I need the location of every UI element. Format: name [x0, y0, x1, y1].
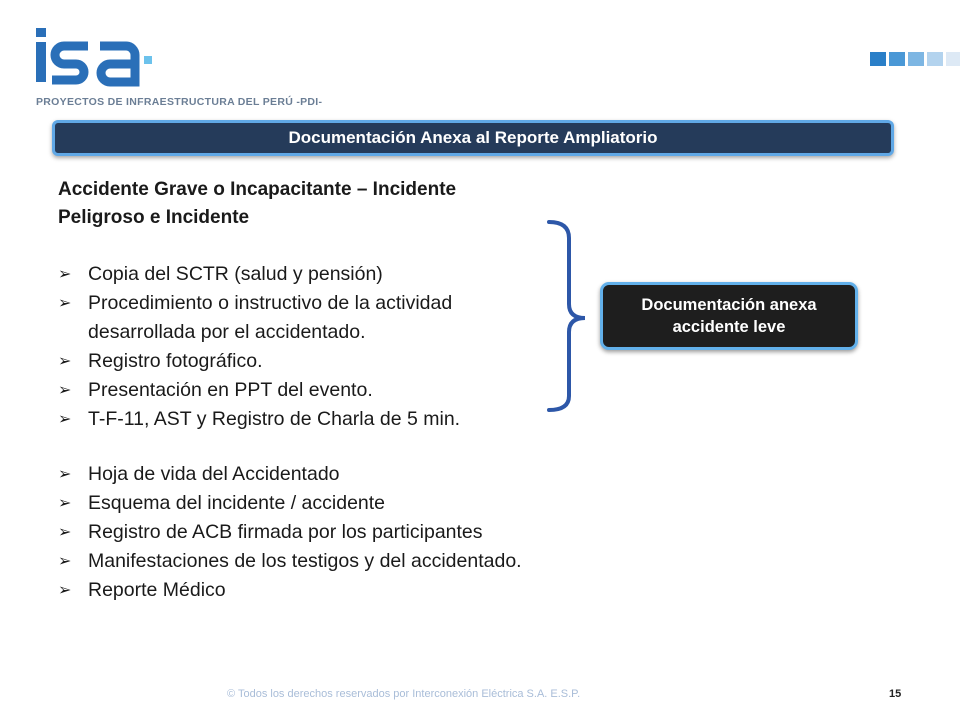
callout-line-1: Documentación anexa: [641, 296, 817, 314]
arrow-bullet-icon: ➢: [58, 582, 72, 599]
brand-subtitle: PROYECTOS DE INFRAESTRUCTURA DEL PERÚ -PDI-: [36, 96, 323, 108]
section-heading: [58, 176, 618, 232]
footer-copyright: © Todos los derechos reservados por Interconexión Eléctrica S.A. E.S.P.: [227, 688, 581, 700]
isa-logo: [34, 26, 164, 88]
list-item: ➢ Reporte Médico: [58, 576, 598, 605]
corner-squares-decoration: [870, 52, 960, 66]
arrow-bullet-icon: ➢: [58, 411, 72, 428]
arrow-bullet-icon: ➢: [58, 524, 72, 541]
callout-box: [600, 282, 858, 350]
list-item: ➢ Registro de ACB firmada por los participantes: [58, 518, 598, 547]
list-item: ➢ Registro fotográfico.: [58, 347, 558, 376]
list-item: ➢ Presentación en PPT del evento.: [58, 376, 558, 405]
corner-square: [908, 52, 924, 66]
list-item: ➢ Hoja de vida del Accidentado: [58, 460, 598, 489]
section-heading-line-2: Peligroso e Incidente: [58, 207, 250, 228]
list-item: ➢ T-F-11, AST y Registro de Charla de 5 min.: [58, 405, 558, 434]
corner-square: [927, 52, 943, 66]
list-item: ➢ Manifestaciones de los testigos y del accidentado.: [58, 547, 598, 576]
arrow-bullet-icon: ➢: [58, 353, 72, 370]
list-item: ➢ Copia del SCTR (salud y pensión): [58, 260, 558, 289]
arrow-bullet-icon: ➢: [58, 495, 72, 512]
arrow-bullet-icon: ➢: [58, 553, 72, 570]
corner-square: [946, 52, 960, 66]
right-brace-connector: [545, 218, 605, 414]
slide-title: Documentación Anexa al Reporte Ampliatorio: [288, 128, 658, 147]
list-item: ➢ Procedimiento o instructivo de la actividad desarrollada por el accidentado.: [58, 289, 558, 347]
documents-list-primary: [58, 260, 558, 434]
arrow-bullet-icon: ➢: [58, 466, 72, 483]
arrow-bullet-icon: ➢: [58, 266, 72, 283]
slide-title-bar: [52, 120, 894, 156]
corner-square: [870, 52, 886, 66]
arrow-bullet-icon: ➢: [58, 295, 72, 312]
corner-square: [889, 52, 905, 66]
list-item: ➢ Esquema del incidente / accidente: [58, 489, 598, 518]
arrow-bullet-icon: ➢: [58, 382, 72, 399]
documents-list-secondary: [58, 460, 598, 605]
callout-line-2: accidente leve: [672, 318, 786, 336]
page-number: 15: [889, 688, 902, 700]
section-heading-line-1: Accidente Grave o Incapacitante – Incidente: [58, 179, 457, 200]
